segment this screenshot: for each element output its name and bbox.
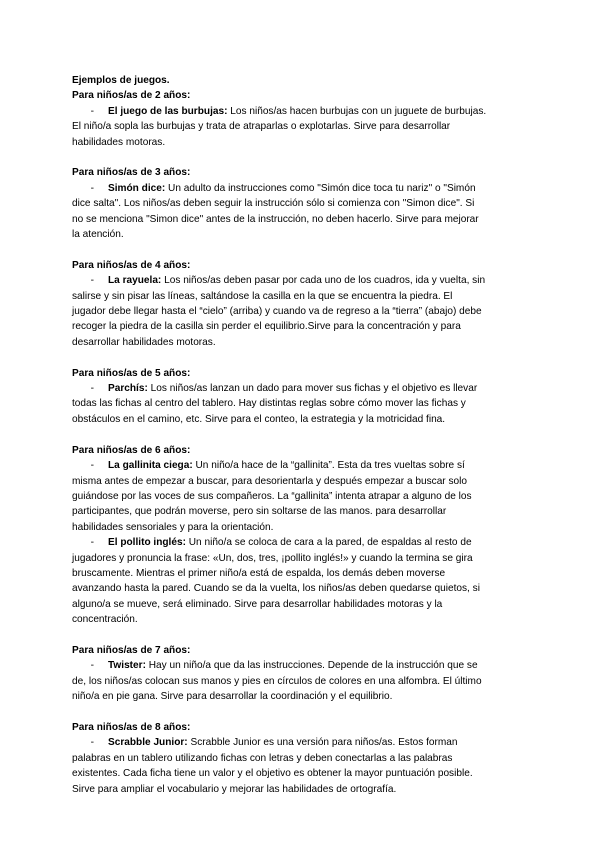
bullet-dash: - — [90, 275, 94, 287]
game-text-line: no se menciona "Simon dice" antes de la instrucción, no deben hacerlo. Sirve para mejorar — [72, 213, 479, 225]
game-entry — [72, 381, 542, 396]
bullet-dash: - — [90, 383, 94, 395]
section-5-years — [72, 366, 542, 428]
game-text-line: habilidades sensoriales y para la orientación. — [72, 521, 274, 533]
game-name: El pollito inglés: — [108, 537, 186, 549]
section-heading: Para niños/as de 8 años: — [72, 721, 191, 733]
game-text: Un niño/a hace de la “gallinita”. Esta da tres vueltas sobre sí — [192, 460, 465, 472]
game-text: Los niños/as lanzan un dado para mover sus fichas y el objetivo es llevar — [147, 383, 478, 395]
section-3-years — [72, 165, 542, 242]
game-text: Un adulto da instrucciones como "Simón dice toca tu nariz" o "Simón — [165, 182, 476, 194]
game-text-line: de, los niños/as colocan sus manos y pies en círculos de colores en una alfombra. El último — [72, 675, 482, 687]
section-7-years — [72, 643, 542, 705]
document-title: Ejemplos de juegos. — [72, 75, 170, 86]
game-text-line: bruscamente. Mientras el primer niño/a está de espalda, los demás deben moverse — [72, 567, 446, 579]
section-heading: Para niños/as de 6 años: — [72, 444, 191, 456]
game-text-line: todas las fichas al centro del tablero. Hay distintas reglas sobre cómo mover las fichas y — [72, 398, 466, 410]
game-name: La gallinita ciega: — [108, 460, 193, 472]
game-text-line: participantes, que podrán moverse, pero sin soltarse de las manos. para desarrollar — [72, 506, 447, 518]
game-text: Los niños/as deben pasar por cada uno de los cuadros, ida y vuelta, sin — [161, 275, 486, 287]
game-text-line: El niño/a sopla las burbujas y trata de atraparlas o explotarlas. Sirve para desarrollar — [72, 121, 451, 133]
game-entry — [72, 458, 542, 473]
section-6-years — [72, 443, 542, 628]
game-text-line: desarrollar habilidades motoras. — [72, 336, 216, 348]
game-text-line: alguno/a se mueve, será eliminado. Sirve para desarrollar habilidades motoras y la — [72, 598, 443, 610]
bullet-dash: - — [90, 105, 94, 117]
game-text-line: la atención. — [72, 229, 124, 241]
game-text-line: Sirve para ampliar el vocabulario y mejorar las habilidades de ortografía. — [72, 783, 397, 795]
game-text: Scrabble Junior es una versión para niños/as. Estos forman — [187, 737, 458, 749]
game-text-line: palabras en un tablero utilizando fichas con letras y deben conectarlas a las palabras — [72, 752, 453, 764]
game-name: La rayuela: — [108, 275, 162, 287]
game-name: Parchís: — [108, 383, 148, 395]
section-heading: Para niños/as de 5 años: — [72, 367, 191, 379]
game-name: Simón dice: — [108, 182, 166, 194]
game-entry — [72, 735, 542, 750]
bullet-dash: - — [90, 737, 94, 749]
section-heading: Para niños/as de 4 años: — [72, 259, 191, 271]
game-text: Un niño/a se coloca de cara a la pared, de espaldas al resto de — [185, 537, 472, 549]
game-text-line: misma antes de empezar a buscar, para desorientarla y después empezar a buscar solo — [72, 475, 467, 487]
game-text-line: existentes. Cada ficha tiene un valor y el objetivo es obtener la mayor puntuación posible. — [72, 768, 473, 780]
bullet-dash: - — [90, 537, 94, 549]
document-page — [72, 73, 542, 797]
section-8-years — [72, 720, 542, 797]
section-heading: Para niños/as de 7 años: — [72, 644, 191, 656]
game-text-line: jugador debe llegar hasta el “cielo” (arriba) y cuando va de regreso a la “tierra” (abajo) debe — [72, 306, 482, 318]
bullet-dash: - — [90, 660, 94, 672]
game-entry — [72, 104, 542, 119]
game-text: Hay un niño/a que da las instrucciones. Depende de la instrucción que se — [145, 660, 478, 672]
game-text-line: jugadores y pronuncia la frase: «Un, dos, tres, ¡pollito inglés!» y cuando la termina se gira — [72, 552, 473, 564]
game-entry — [72, 181, 542, 196]
game-text-line: obstáculos en el camino, etc. Sirve para el conteo, la estrategia y la motricidad fina. — [72, 413, 446, 425]
game-text-line: salirse y sin pisar las líneas, saltándose la casilla en la que se encuentra la piedra. El — [72, 290, 453, 302]
game-name: El juego de las burbujas: — [108, 105, 228, 117]
game-text-line: guiándose por las voces de sus compañeros. La “gallinita” intenta atrapar a alguno de los — [72, 490, 472, 502]
bullet-dash: - — [90, 182, 94, 194]
section-heading: Para niños/as de 3 años: — [72, 167, 191, 179]
game-text-line: recoger la piedra de la casilla sin perder el equilibrio.Sirve para la concentración y para — [72, 321, 461, 333]
section-4-years — [72, 258, 542, 350]
game-entry — [72, 273, 542, 288]
game-name: Twister: — [108, 660, 146, 672]
game-text: Los niños/as hacen burbujas con un juguete de burbujas. — [227, 105, 487, 117]
game-text-line: niño/a en pie gana. Sirve para desarrollar la coordinación y el equilibrio. — [72, 691, 393, 703]
bullet-dash: - — [90, 460, 94, 472]
game-text-line: concentración. — [72, 614, 138, 626]
game-entry — [72, 535, 542, 550]
game-entry — [72, 658, 542, 673]
game-name: Scrabble Junior: — [108, 737, 188, 749]
section-2-years — [72, 88, 542, 150]
section-heading: Para niños/as de 2 años: — [72, 90, 191, 102]
game-text-line: dice salta". Los niños/as deben seguir la instrucción sólo si comienza con "Simon dice". Si — [72, 198, 475, 210]
game-text-line: avanzando hasta la pared. Cuando se da la vuelta, los niños/as deben quedarse quietos, si — [72, 583, 480, 595]
game-text-line: habilidades motoras. — [72, 136, 166, 148]
